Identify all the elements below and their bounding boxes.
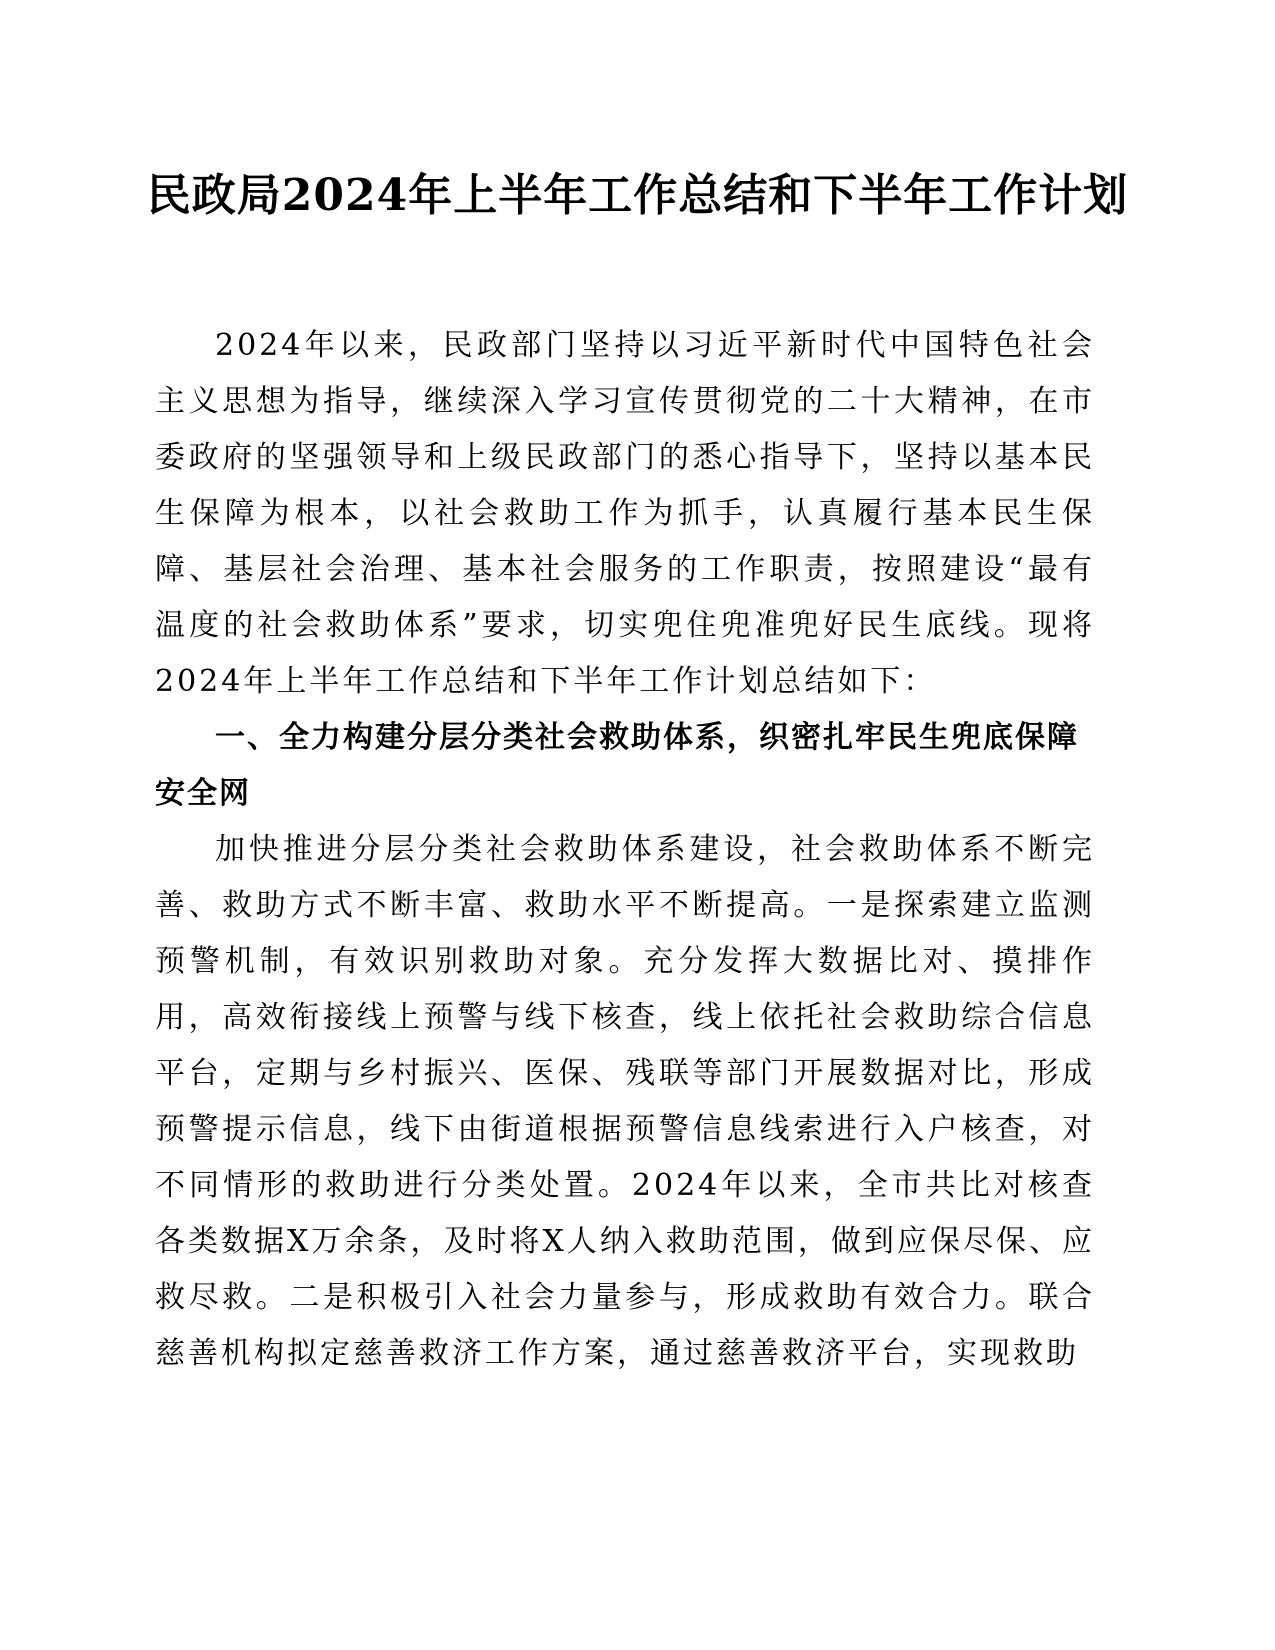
section-heading-1: 一、全力构建分层分类社会救助体系，织密扎牢民生兜底保障安全网 xyxy=(155,720,1079,811)
document-body xyxy=(155,318,1095,1382)
intro-paragraph: 2024年以来，民政部门坚持以习近平新时代中国特色社会主义思想为指导，继续深入学习宣传贯彻党的二十大精神，在市委政府的坚强领导和上级民政部门的悉心指导下，坚持以基本民生保障为根本，以社会救助工作为抓手，认真履行基本民生保障、基层社会治理、基本社会服务的工作职责，按照建设“最有温度的社会救助体系”要求，切实兜住兜准兜好民生底线。现将2024年上半年工作总结和下半年工作计划总结如下： xyxy=(155,328,1095,699)
document-title: 民政局2024年上半年工作总结和下半年工作计划 xyxy=(146,170,1129,221)
section-1-paragraph: 加快推进分层分类社会救助体系建设，社会救助体系不断完善、救助方式不断丰富、救助水平不断提高。一是探索建立监测预警机制，有效识别救助对象。充分发挥大数据比对、摸排作用，高效衔接线上预警与线下核查，线上依托社会救助综合信息平台，定期与乡村振兴、医保、残联等部门开展数据对比，形成预警提示信息，线下由街道根据预警信息线索进行入户核查，对不同情形的救助进行分类处置。2024年以来，全市共比对核查各类数据X万余条，及时将X人纳入救助范围，做到应保尽保、应救尽救。二是积极引入社会力量参与，形成救助有效合力。联合慈善机构拟定慈善救济工作方案，通过慈善救济平台，实现救助 xyxy=(155,832,1095,1371)
